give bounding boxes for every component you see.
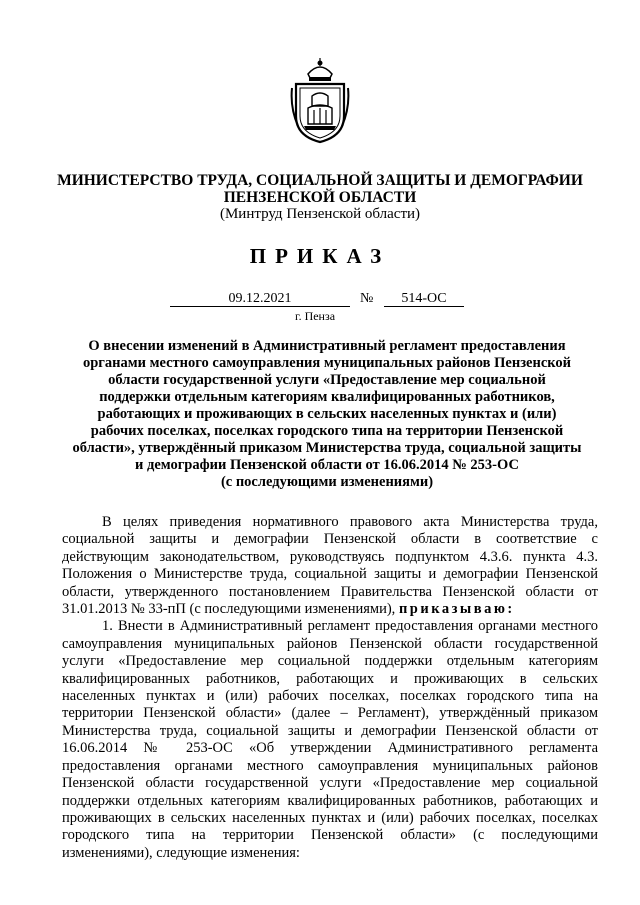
ministry-name bbox=[0, 172, 640, 206]
preamble-text: В целях приведения нормативного правового акта Министерства труда, социальной защиты и демографии Пензенской области в соответствие с действующим законодательством, руководствуясь подпунктом 4.3.6. пункта 4.3. Положения о Министерстве труда, социальной защиты и демографии Пензенской области, утвержденного постановлением Правительства Пензенской области от 31.01.2013 № 33-пП (с последующими изменениями), bbox=[62, 514, 598, 618]
subject-line: О внесении изменений в Административный регламент предоставления bbox=[88, 338, 566, 354]
ministry-name-line2: ПЕНЗЕНСКОЙ ОБЛАСТИ bbox=[223, 189, 417, 206]
order-date: 09.12.2021 bbox=[170, 291, 350, 307]
subject-line: области», утверждённый приказом Министерства труда, социальной защиты bbox=[72, 440, 582, 456]
city-label: г. Пенза bbox=[295, 309, 336, 323]
document-type-title: ПРИКАЗ bbox=[249, 244, 391, 268]
subject-line: (с последующими изменениями) bbox=[220, 474, 434, 490]
order-body bbox=[62, 514, 598, 862]
subject-line: поддержки отдельным категориям квалифицированных работников, bbox=[99, 389, 555, 405]
coat-of-arms-icon bbox=[290, 58, 350, 144]
order-number: 514-ОС bbox=[384, 291, 464, 307]
subject-line: области государственной услуги «Предоставление мер социальной bbox=[108, 372, 546, 388]
subject-line: органами местного самоуправления муниципальных районов Пензенской bbox=[82, 355, 572, 371]
subject-line: и демографии Пензенской области от 16.06.2014 № 253-ОС bbox=[135, 457, 519, 473]
order-subject bbox=[72, 338, 582, 491]
preamble-paragraph bbox=[62, 514, 598, 618]
subject-line: работающих и проживающих в сельских населенных пунктах и (или) bbox=[97, 406, 557, 422]
number-sign: № bbox=[360, 291, 374, 306]
subject-line: рабочих поселках, поселках городского типа на территории Пензенской bbox=[90, 423, 564, 439]
ministry-short-name: (Минтруд Пензенской области) bbox=[219, 206, 421, 222]
ministry-name-line1: МИНИСТЕРСТВО ТРУДА, СОЦИАЛЬНОЙ ЗАЩИТЫ И ДЕМОГРАФИИ bbox=[57, 172, 583, 189]
order-word: приказываю: bbox=[398, 601, 515, 618]
clause-1-paragraph: 1. Внести в Административный регламент предоставления органами местного самоуправления муниципальных районов Пензенской области государственной услуги «Предоставление мер социальной поддержки отдельным категориям квалифицированных работников, работающих и проживающих в сельских населенных пунктах и (или) рабочих поселках, поселках городского типа на территории Пензенской области» (далее – Регламент), утверждённый приказом Министерства труда, социальной защиты и демографии Пензенской области от 16.06.2014 № 253-ОС «Об утверждении Административного регламента предоставления органами местного самоуправления муниципальных районов Пензенской области государственной услуги «Предоставление мер социальной поддержки отдельных категориям квалифицированных работников, работающих и проживающих в сельских населенных пунктах и (или) рабочих поселках, поселках городского типа на территории Пензенской области» (с последующими изменениями), следующие изменения: bbox=[62, 618, 598, 861]
